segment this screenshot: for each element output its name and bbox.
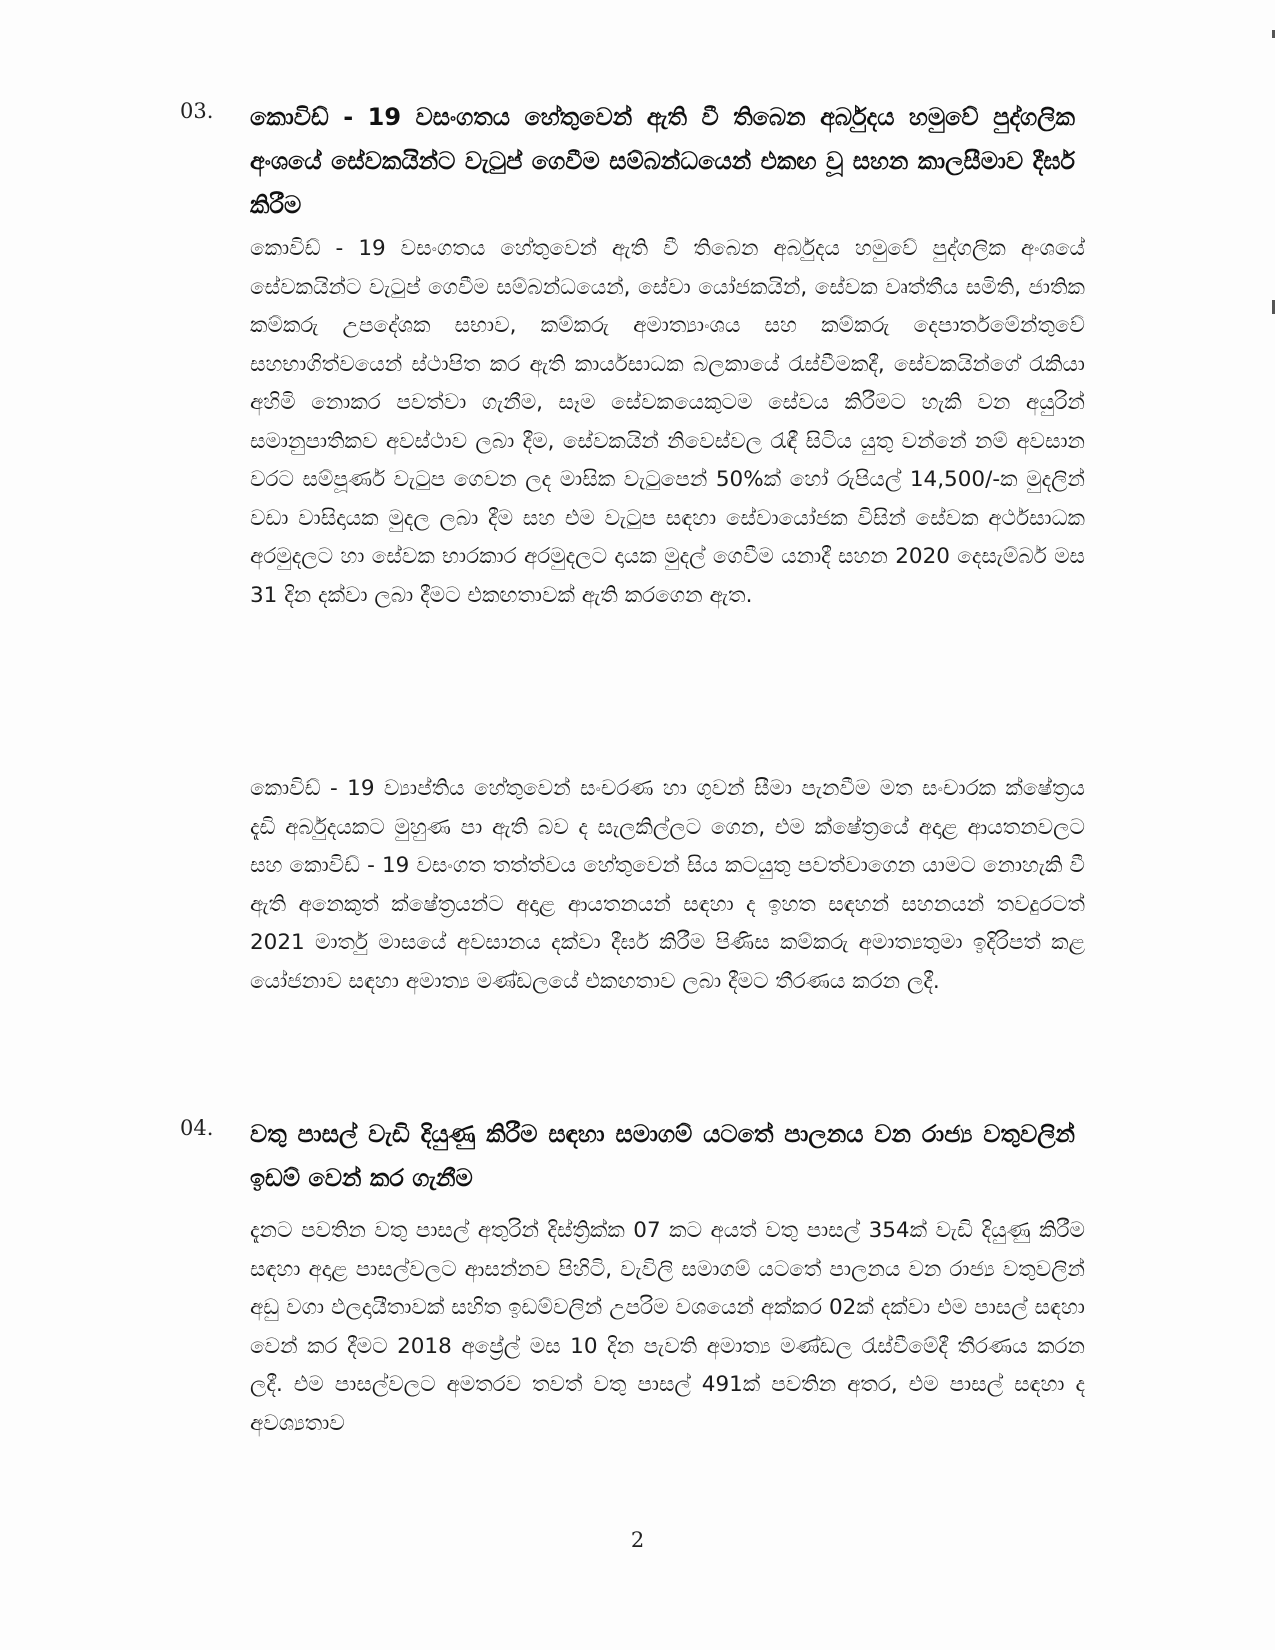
section-03-paragraph-2: කොවිඩ් - 19 ව්‍යාප්තිය හේතුවෙන් සංචරණ හා ගුවන් සීමා පැනවීම මත සංචාරක ක්ෂේත්‍රය දැඩි අර්බුදයකට මුහුණ පා ඇති බව ද සැලකිල්ලට ගෙන, එම ක්ෂේත්‍රයේ අදාළ ආයතනවලට සහ කොවිඩ් - 19 වසංගත තත්ත්වය හේතුවෙන් සිය කටයුතු පවත්වාගෙන යාමට නොහැකි වී ඇති අනෙකුත් ක්ෂේත්‍රයන්ට අදාළ ආයතනයන් සඳහා ද ඉහත සඳහන් සහනයන් තවදුරටත් 2021 මාර්තු මාසයේ අවසානය දක්වා දීර්ඝ කිරීම පිණිස කම්කරු අමාත්‍යතුමා ඉදිරිපත් කළ යෝජනාව සඳහා අමාත්‍ය මණ්ඩලයේ එකඟතාව ලබා දීමට තීරණය කරන ලදී. bbox=[250, 776, 1085, 994]
section-03-paragraph-1: කොවිඩ් - 19 වසංගතය හේතුවෙන් ඇති වී තිබෙන අර්බුදය හමුවේ පුද්ගලික අංශයේ සේවකයින්ට වැටුප් ගෙවීම සම්බන්ධයෙන්, සේවා යෝජකයින්, සේවක වෘත්තීය සමිති, ජාතික කම්කරු උපදේශක සභාව, කම්කරු අමාත්‍යාංශය සහ කම්කරු දෙපාර්තමේන්තුවේ සහභාගිත්වයෙන් ස්ථාපිත කර ඇති කාර්යසාධක බලකායේ රැස්වීමකදී, සේවකයින්ගේ රැකියා අහිමි නොකර පවත්වා ගැනීම, සෑම සේවකයෙකුටම සේවය කිරීමට හැකි වන අයුරින් සමානුපාතිකව අවස්ථාව ලබා දීම, සේවකයින් නිවෙස්වල රැඳී සිටිය යුතු වන්නේ නම් අවසාන වරට සම්පූර්ණ වැටුප ගෙවන ලද මාසික වැටුපෙන් 50%ක් හෝ රුපියල් 14,500/-ක මුදලින් වඩා වාසිදායක මුදල ලබා දීම සහ එම වැටුප සඳහා සේවායෝජක විසින් සේවක අර්ථසාධක අරමුදලට හා සේවක භාරකාර අරමුදලට දායක මුදල් ගෙවීම යනාදී සහන 2020 දෙසැම්බර් මස 31 දින දක්වා ලබා දීමට එකඟතාවක් ඇති කරගෙන ඇත. bbox=[250, 236, 1085, 608]
section-04-paragraph-1: දැනට පවතින වතු පාසල් අතුරින් දිස්ත්‍රික්ක 07 කට අයත් වතු පාසල් 354ක් වැඩි දියුණු කිරීම සඳහා අදාළ පාසල්වලට ආසන්නව පිහිටි, වැවිලි සමාගම් යටතේ පාලනය වන රාජ්‍ය වතුවලින් අඩු වගා ඵලදායීතාවක් සහිත ඉඩම්වලින් උපරිම වශයෙන් අක්කර 02ක් දක්වා එම පාසල් සඳහා වෙන් කර දීමට 2018 අප්‍රේල් මස 10 දින පැවති අමාත්‍ය මණ්ඩල රැස්වීමේදී තීරණය කරන ලදී. එම පාසල්වලට අමතරව තවත් වතු පාසල් 491ක් පවතින අතර, එම පාසල් සඳහා ද අවශ්‍යතාව bbox=[250, 1218, 1085, 1436]
section-title: වතු පාසල් වැඩි දියුණු කිරීම සඳහා සමාගම් යටතේ පාලනය වන රාජ්‍ය වතුවලින් ඉඩම් වෙන් කර ගැනීම bbox=[250, 1120, 1075, 1192]
page-number: 2 bbox=[630, 1528, 645, 1552]
section-number: 04. bbox=[180, 1116, 214, 1140]
section-title: කොවිඩ් - 19 වසංගතය හේතුවෙන් ඇති වී තිබෙන අර්බුදය හමුවේ පුද්ගලික අංශයේ සේවකයින්ට වැටුප් ගෙවීම සම්බන්ධයෙන් එකඟ වූ සහන කාලසීමාව දීර්ඝ කිරීම bbox=[250, 103, 1075, 219]
section-number: 03. bbox=[180, 99, 214, 123]
